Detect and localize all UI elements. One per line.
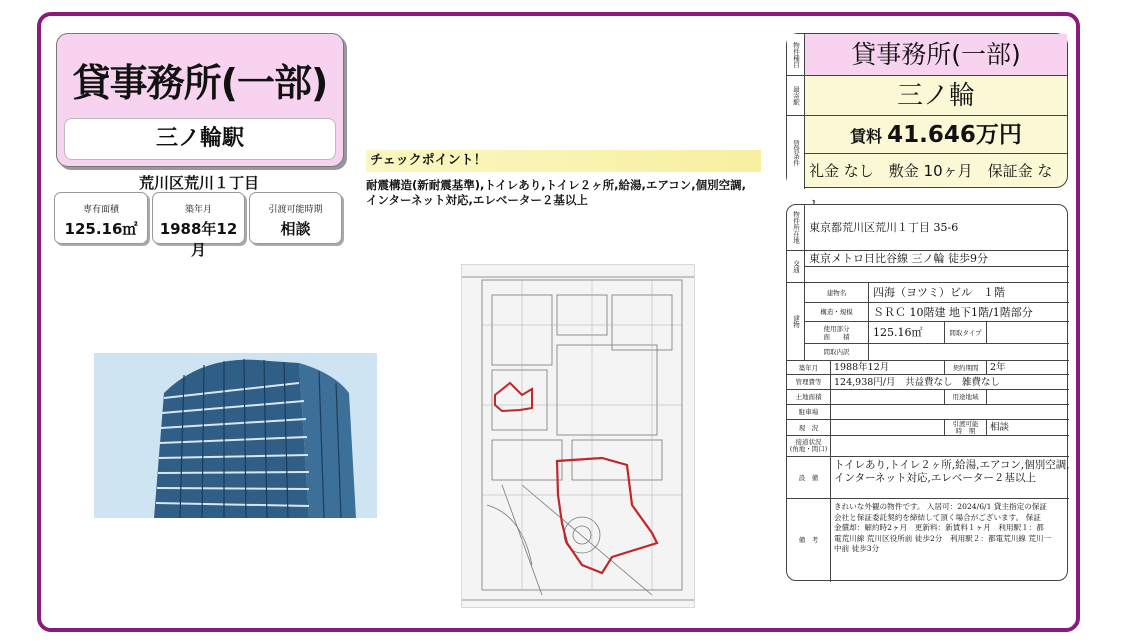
built-value: 1988年12月: [831, 361, 945, 375]
land-value: [831, 390, 945, 405]
remarks-line: 電荒川線 荒川区役所前 徒歩2分 利用駅２：都電荒川線 荒川一: [834, 533, 1052, 543]
spec-built-value: 1988年12月: [159, 220, 238, 259]
address-full: 東京都荒川区荒川１丁目 35-6: [805, 205, 1069, 251]
remarks-label: 備 考: [787, 499, 831, 582]
building-photo: [94, 353, 377, 518]
parking-label: 駐車場: [787, 405, 831, 420]
mgmt-label: 管理費等: [787, 375, 831, 390]
transport-line: 東京メトロ日比谷線 三ノ輪 徒歩9分: [805, 251, 1069, 267]
building-name: 四海（ヨツミ）ビル １階: [869, 283, 1069, 303]
building-name-label: 建物名: [805, 283, 869, 303]
transport-line-empty: [805, 267, 1069, 283]
layout-type-label: 間取タイプ: [945, 322, 987, 344]
summary-type: 貸事務所(一部): [805, 34, 1067, 76]
mgmt-value: 124,938円/月 共益費なし 雑費なし: [831, 375, 1069, 390]
usage-label: 用途地域: [945, 390, 987, 405]
rent-label: 賃料: [850, 127, 883, 146]
summary-card: [786, 33, 1068, 188]
side-label-location: 物件所在地: [787, 205, 805, 251]
side-label-building: 建物: [787, 283, 805, 361]
spec-area-value: 125.16㎡: [64, 220, 138, 238]
equipment-value: [831, 457, 1069, 499]
handover-label-line: 引渡可能: [952, 420, 979, 428]
address-short: 荒川区荒川１丁目: [138, 174, 259, 192]
contract-label: 契約期間: [945, 361, 987, 375]
remarks-line: 金償却：解約時2ヶ月 更新料：新賃料１ヶ月 利用駅１：都: [834, 523, 1044, 532]
equipment-label: 設 備: [787, 457, 831, 499]
remarks-line: 会社と保証委託契約を締結して頂く場合がございます。 保証: [834, 512, 1041, 522]
road-label: [787, 436, 831, 457]
area-label: [805, 322, 869, 344]
area-label-line: 使用部分: [823, 325, 850, 333]
remarks-line: きれいな外観の物件です。 入居可：2024/6/1 貸主指定の保証: [834, 502, 1047, 511]
usage-value: [987, 390, 1069, 405]
road-label-line: 接道状況: [795, 438, 822, 446]
floor-plan: [461, 264, 695, 608]
remarks-line: 中前 徒歩3分: [834, 544, 880, 553]
side-label-terms: 賃貸条件: [787, 116, 805, 189]
structure-label: 構造・規模: [805, 303, 869, 322]
current-label: 現 況: [787, 420, 831, 436]
summary-terms: 礼金 なし 敷金 10ヶ月 保証金 な: [809, 162, 1053, 180]
handover-label: [945, 420, 987, 436]
structure-value: ＳＲＣ 10階建 地下1階/1階部分: [869, 303, 1069, 322]
handover-label-line: 時 期: [955, 427, 976, 435]
side-label-station: 最寄駅: [787, 76, 805, 116]
station-label: 三ノ輪駅: [64, 118, 336, 160]
spec-area-label: 専有面積: [82, 205, 119, 215]
current-value: [831, 420, 945, 436]
layout-detail-label: 間取内訳: [805, 344, 869, 361]
property-type-title: 貸事務所(一部): [72, 61, 328, 105]
side-label-type: 物件種目: [787, 34, 805, 76]
spec-area: [54, 192, 148, 244]
layout-detail-value: [869, 344, 1069, 361]
summary-rent: [805, 116, 1067, 154]
equipment-line: トイレあり,トイレ２ヶ所,給湯,エアコン,個別空調,: [834, 459, 1070, 471]
built-label: 築年月: [787, 361, 831, 375]
checkpoint-title: チェックポイント！: [366, 150, 761, 172]
checkpoint-text: [366, 178, 766, 208]
contract-value: 2年: [987, 361, 1069, 375]
spec-built: [152, 192, 245, 259]
area-label-line: 面 積: [823, 333, 850, 341]
checkpoint-text-line: インターネット対応,エレベーター２基以上: [366, 193, 588, 207]
spec-handover: [249, 192, 342, 244]
checkpoint-text-line: 耐震構造(新耐震基準),トイレあり,トイレ２ヶ所,給湯,エアコン,個別空調,: [366, 178, 746, 192]
remarks-value: [831, 499, 1069, 582]
handover-value: 相談: [987, 420, 1069, 436]
road-value: [831, 436, 1069, 457]
equipment-line: インターネット対応,エレベーター２基以上: [834, 472, 1036, 484]
summary-station: 三ノ輪: [805, 76, 1067, 116]
spec-handover-value: 相談: [280, 220, 311, 238]
road-label-line: (角地・間口): [789, 445, 828, 453]
land-label: 土地面積: [787, 390, 831, 405]
side-label-transport: 交通: [787, 251, 805, 283]
spec-handover-label: 引渡可能時期: [268, 205, 323, 215]
property-title-card: [56, 33, 344, 167]
spec-built-label: 築年月: [184, 205, 212, 215]
layout-type-value: [987, 322, 1069, 344]
rent-value: 41.646万円: [887, 122, 1022, 148]
parking-value: [831, 405, 1069, 420]
area-value: 125.16㎡: [869, 322, 945, 344]
details-table: [786, 204, 1068, 581]
